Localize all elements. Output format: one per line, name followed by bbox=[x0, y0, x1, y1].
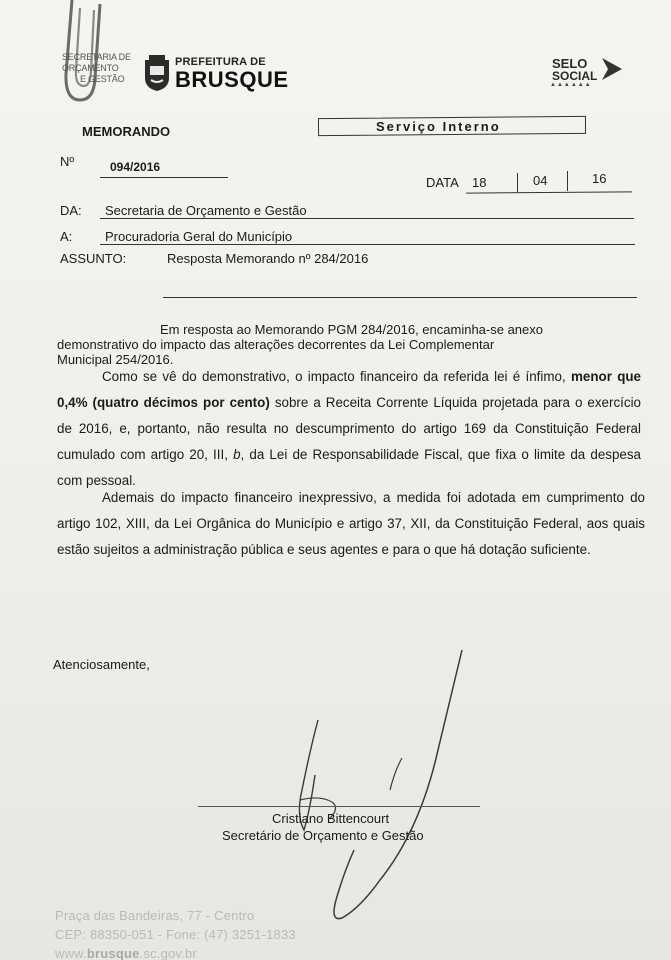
paragraph-2-text-a: Como se vê do demonstrativo, o impacto financeiro da referida lei é ínfimo, bbox=[102, 369, 566, 384]
department-logo bbox=[62, 52, 140, 85]
paragraph-2-text-c: , da Lei de Responsabilidade Fiscal, que fixa o limite da despesa com pessoal. bbox=[57, 447, 642, 488]
paragraph-2-text-b: sobre a Receita Corrente Líquida projetada para o exercício de 2016, e, portanto, não resulta no descumprimento do artigo 169 da Constituição Federal cumulado com artigo 20, III, bbox=[57, 395, 641, 462]
selo-social-logo-line2: SOCIAL bbox=[552, 69, 598, 83]
paragraph-1-line2: demonstrativo do impacto das alterações decorrentes da Lei Complementar bbox=[57, 337, 495, 352]
from-value: Secretaria de Orçamento e Gestão bbox=[105, 203, 307, 218]
subject-value: Resposta Memorando nº 284/2016 bbox=[167, 251, 369, 266]
city-crest-icon bbox=[142, 54, 172, 92]
paragraph-3: Ademais do impacto financeiro inexpressivo, a medida foi adotada em cumprimento do artigo 102, XIII, da Lei Orgânica do Município e artigo 37, XII, da Constituição Federal, aos quais estão sujeitos a administração pública e seus agentes e para o que há dotação suficiente. bbox=[57, 490, 645, 557]
number-label: Nº bbox=[60, 154, 75, 169]
date-label: DATA bbox=[426, 175, 459, 190]
from-underline bbox=[100, 218, 634, 219]
number-underline bbox=[100, 177, 228, 178]
date-year: 16 bbox=[592, 171, 607, 186]
footer-website bbox=[55, 946, 197, 960]
to-underline bbox=[100, 244, 635, 245]
footer-website-domain: brusque bbox=[86, 946, 140, 960]
memo-number: 094/2016 bbox=[110, 160, 161, 174]
to-label: A: bbox=[60, 229, 73, 244]
date-separator bbox=[567, 171, 568, 191]
date-month: 04 bbox=[533, 173, 548, 188]
footer-contact: CEP: 88350-051 - Fone: (47) 3251-1833 bbox=[55, 927, 296, 942]
paragraph-2 bbox=[57, 364, 641, 494]
selo-social-logo-line1: SELO bbox=[552, 56, 588, 71]
department-logo-line3: E GESTÃO bbox=[80, 74, 125, 84]
paragraph-1-line1: Em resposta ao Memorando PGM 284/2016, encaminha-se anexo bbox=[160, 322, 543, 337]
subject-underline bbox=[163, 297, 637, 298]
selo-social-arrow-icon bbox=[600, 56, 624, 82]
prefeitura-label: PREFEITURA DE bbox=[175, 56, 266, 68]
from-label: DA: bbox=[60, 203, 82, 218]
date-underline bbox=[466, 191, 632, 193]
footer-website-prefix: www. bbox=[55, 946, 87, 960]
selo-social-marks: ▲▲▲▲▲▲ bbox=[550, 82, 592, 88]
paragraph-2-emphasis: menor que 0,4% (quatro décimos por cento) bbox=[57, 369, 642, 410]
paragraph-2-italic: b bbox=[233, 447, 241, 462]
handwritten-signature bbox=[270, 640, 470, 930]
department-logo-line1: SECRETARIA DE bbox=[62, 52, 131, 62]
signature-line bbox=[198, 806, 480, 807]
paragraph-1 bbox=[57, 322, 639, 367]
date-separator bbox=[517, 173, 518, 192]
department-logo-line2: ORÇAMENTO bbox=[62, 63, 119, 73]
date-day: 18 bbox=[472, 175, 487, 190]
footer-website-suffix: .sc.gov.br bbox=[139, 946, 197, 960]
memo-type: Serviço Interno bbox=[376, 119, 501, 134]
memo-title: MEMORANDO bbox=[82, 124, 171, 139]
signer-name: Cristiano Bittencourt bbox=[272, 811, 390, 826]
paragraph-1-line3: Municipal 254/2016. bbox=[57, 352, 174, 367]
footer-address: Praça das Bandeiras, 77 - Centro bbox=[55, 908, 255, 923]
subject-label: ASSUNTO: bbox=[60, 251, 127, 266]
salutation: Atenciosamente, bbox=[53, 657, 150, 672]
city-name: BRUSQUE bbox=[175, 67, 289, 92]
to-value: Procuradoria Geral do Município bbox=[105, 229, 293, 244]
signer-role: Secretário de Orçamento e Gestão bbox=[222, 828, 424, 843]
